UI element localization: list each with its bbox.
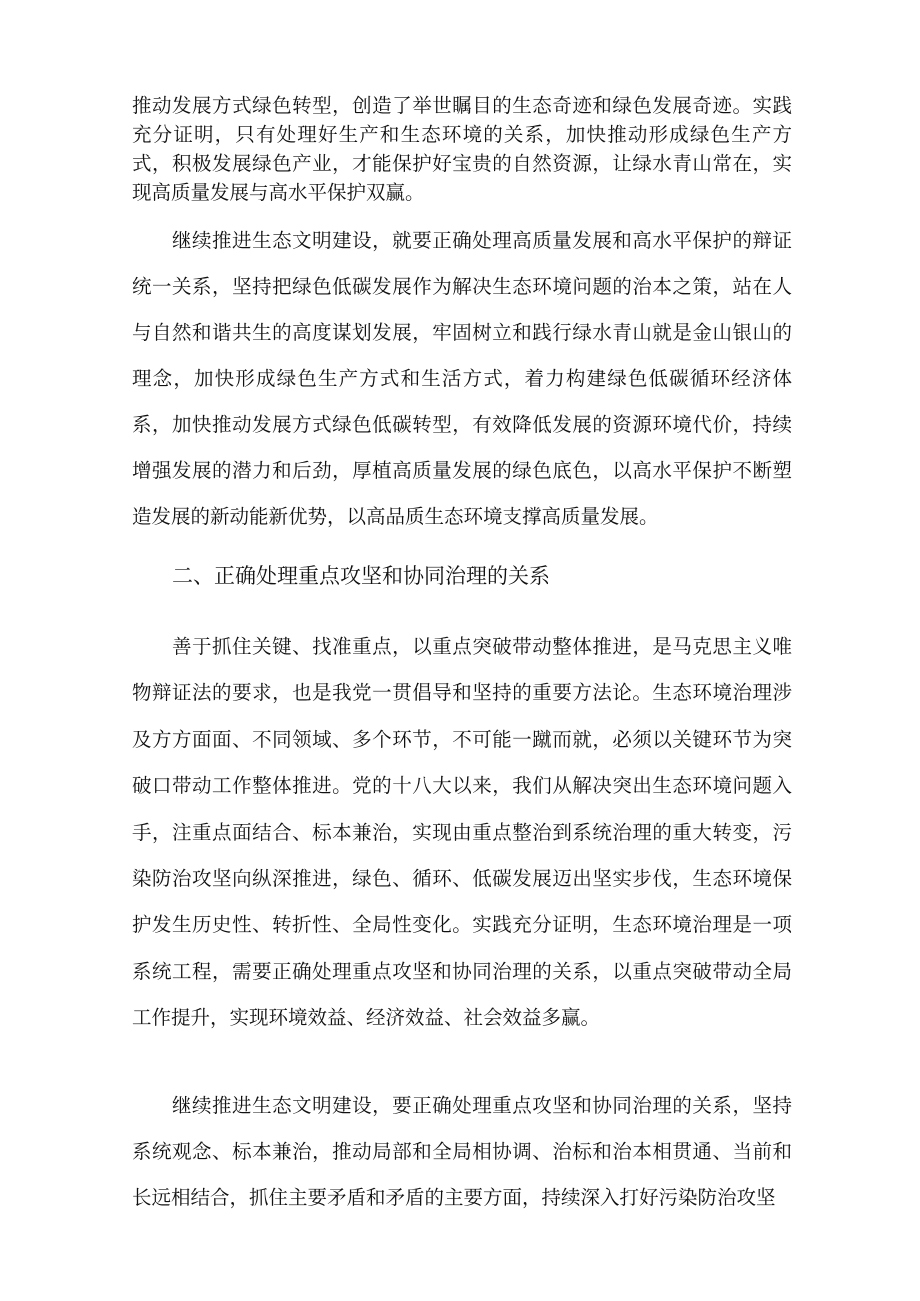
section-heading: 二、正确处理重点攻坚和协同治理的关系: [172, 564, 550, 588]
paragraph-continued: 推动发展方式绿色转型，创造了举世瞩目的生态奇迹和绿色发展奇迹。实践充分证明，只有处理好生产和生态环境的关系，加快推动形成绿色生产方式，积极发展绿色产业，才能保护好宝贵的自然资源，让绿水青山常在，实现高质量发展与高水平保护双赢。: [132, 94, 792, 204]
paragraph-green-development: 继续推进生态文明建设，就要正确处理高质量发展和高水平保护的辩证统一关系，坚持把绿色低碳发展作为解决生态环境问题的治本之策，站在人与自然和谐共生的高度谋划发展，牢固树立和践行绿水青山就是金山银山的理念，加快形成绿色生产方式和生活方式，着力构建绿色低碳循环经济体系，加快推动发展方式绿色低碳转型，有效降低发展的资源环境代价，持续增强发展的潜力和后劲，厚植高质量发展的绿色底色，以高水平保护不断塑造发展的新动能新优势，以高品质生态环境支撑高质量发展。: [132, 229, 792, 528]
paragraph-key-breakthrough: 善于抓住关键、找准重点，以重点突破带动整体推进，是马克思主义唯物辩证法的要求，也是我党一贯倡导和坚持的重要方法论。生态环境治理涉及方方面面、不同领域、多个环节，不可能一蹴而就，必须以关键环节为突破口带动工作整体推进。党的十八大以来，我们从解决突出生态环境问题入手，注重点面结合、标本兼治，实现由重点整治到系统治理的重大转变，污染防治攻坚向纵深推进，绿色、循环、低碳发展迈出坚实步伐，生态环境保护发生历史性、转折性、全局性变化。实践充分证明，生态环境治理是一项系统工程，需要正确处理重点攻坚和协同治理的关系，以重点突破带动全局工作提升，实现环境效益、经济效益、社会效益多赢。: [132, 635, 792, 1030]
paragraph-coordinated-governance: 继续推进生态文明建设，要正确处理重点攻坚和协同治理的关系，坚持系统观念、标本兼治，推动局部和全局相协调、治标和治本相贯通、当前和长远相结合，抓住主要矛盾和矛盾的主要方面，持续深入打好污染防治攻坚: [132, 1094, 792, 1209]
